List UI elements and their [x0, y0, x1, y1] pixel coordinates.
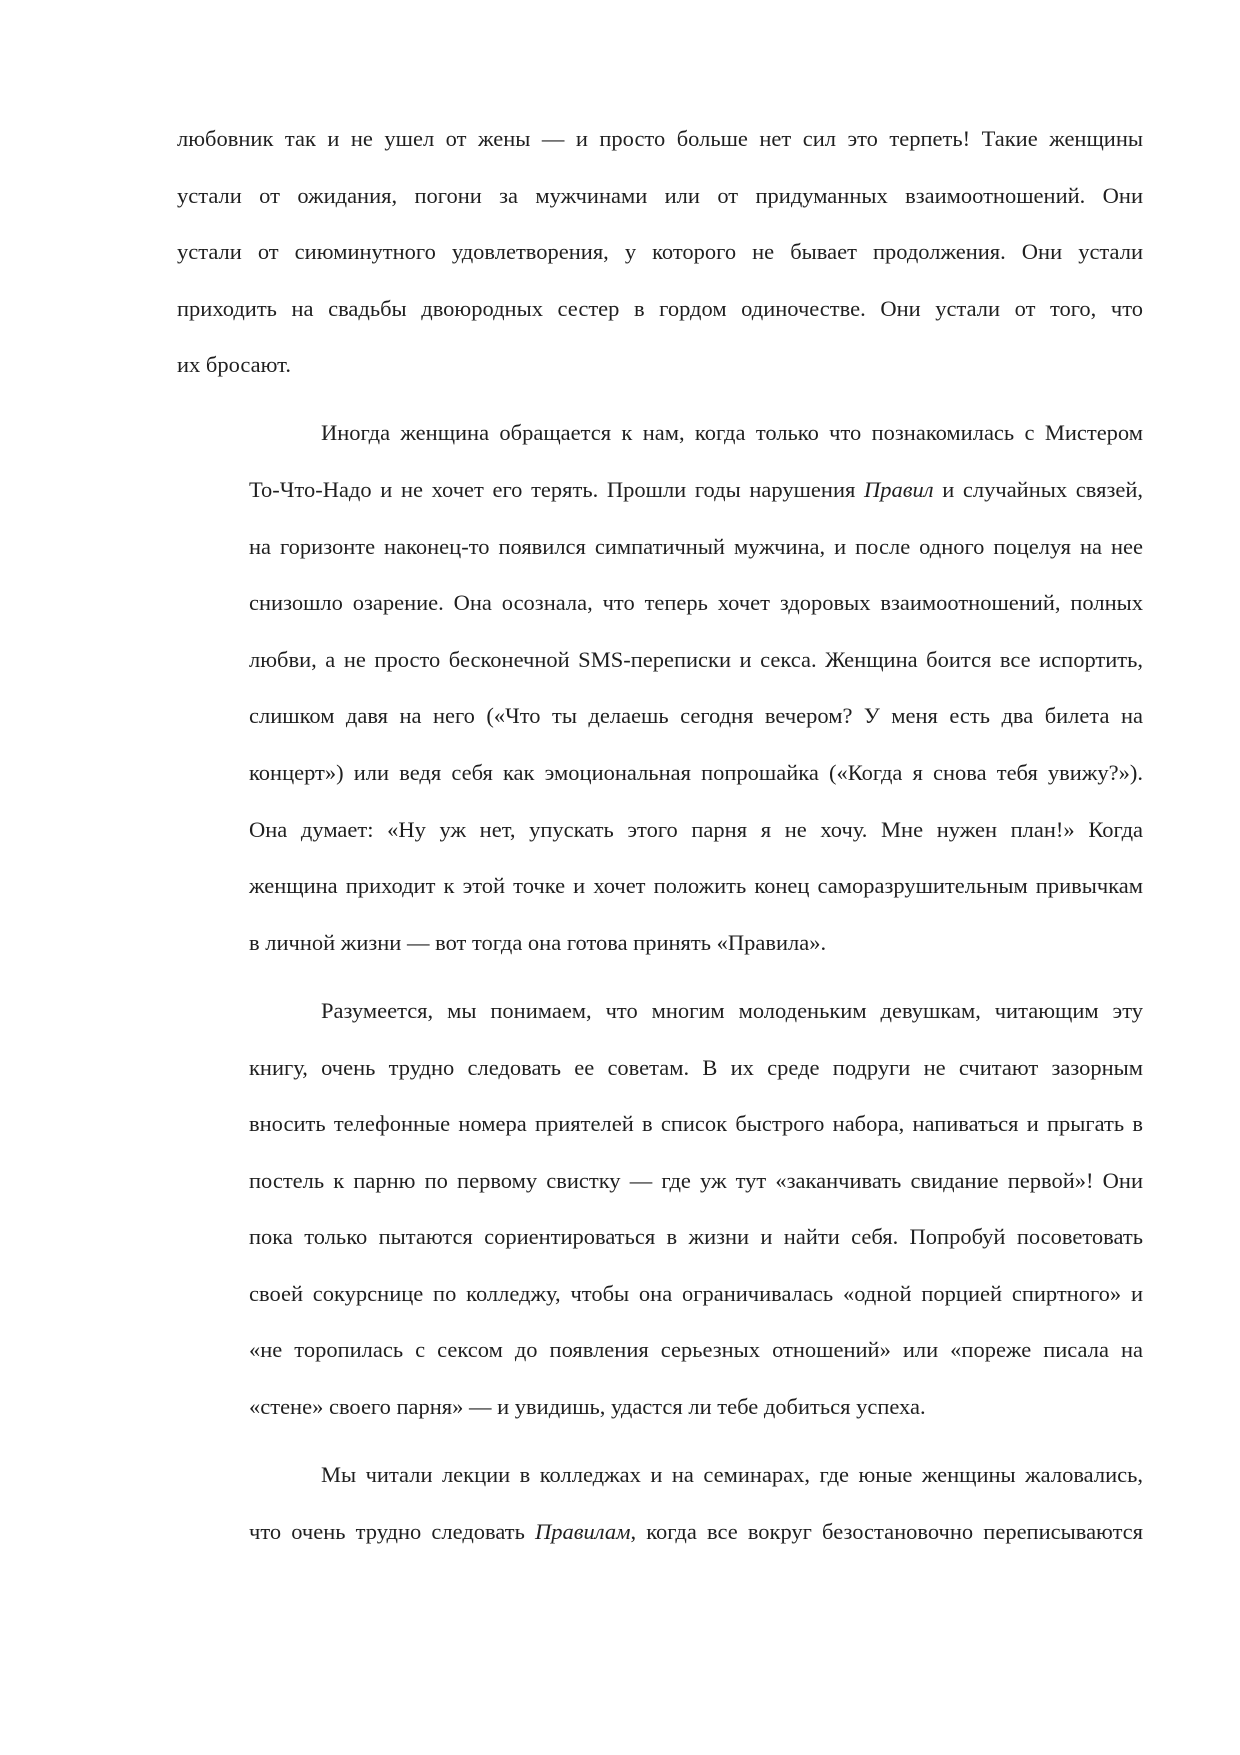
text-segment: любви, а не просто бесконечной SMS-переписки и секса. Женщина боится все испортить, [249, 646, 1143, 672]
paragraph [177, 1447, 1143, 1560]
text-line [177, 915, 1143, 972]
text-line [177, 688, 1143, 745]
text-segment: книгу, очень трудно следовать ее советам. В их среде подруги не считают зазорным [249, 1054, 1143, 1080]
text-segment: То-Что-Надо и не хочет его терять. Прошли годы нарушения [249, 477, 864, 503]
text-line [177, 281, 1143, 338]
text-segment: постель к парню по первому свистку — где уж тут «заканчивать свидание первой»! Они [249, 1167, 1143, 1193]
text-line [177, 632, 1143, 689]
text-segment: вносить телефонные номера приятелей в список быстрого набора, напиваться и прыгать в [249, 1111, 1143, 1137]
text-line [177, 1379, 1143, 1436]
text-line [177, 983, 1143, 1040]
italic-term: Правилам [535, 1518, 631, 1544]
text-segment: , когда все вокруг безостановочно переписываются [630, 1518, 1144, 1544]
text-line [177, 1504, 1143, 1561]
text-segment: снизошло озарение. Она осознала, что теперь хочет здоровых взаимоотношений, полных [249, 590, 1143, 616]
paragraph [177, 983, 1143, 1436]
text-line [177, 1096, 1143, 1153]
text-line [177, 462, 1143, 519]
text-segment: и случайных связей, [933, 477, 1143, 503]
text-line [177, 1153, 1143, 1210]
text-line [177, 224, 1143, 281]
text-line [177, 802, 1143, 859]
text-segment: концерт») или ведя себя как эмоциональная попрошайка («Когда я снова тебя увижу?»). [249, 760, 1143, 786]
text-segment: в личной жизни — вот тогда она готова принять «Правила». [249, 929, 827, 955]
text-line [177, 337, 1143, 394]
text-segment: устали от ожидания, погони за мужчинами или от придуманных взаимоотношений. Они [177, 182, 1143, 208]
text-segment: их бросают. [177, 352, 291, 378]
text-segment: Она думает: «Ну уж нет, упускать этого парня я не хочу. Мне нужен план!» Когда [249, 816, 1143, 842]
text-segment: «не торопилась с сексом до появления серьезных отношений» или «пореже писала на [249, 1337, 1143, 1363]
text-segment: женщина приходит к этой точке и хочет положить конец саморазрушительным привычкам [249, 873, 1143, 899]
text-line [177, 405, 1143, 462]
text-segment: приходить на свадьбы двоюродных сестер в гордом одиночестве. Они устали от того, что [177, 295, 1143, 321]
text-line [177, 111, 1143, 168]
text-line [177, 1266, 1143, 1323]
text-segment: что очень трудно следовать [249, 1518, 535, 1544]
text-line [177, 575, 1143, 632]
text-segment: Разумеется, мы понимаем, что многим молоденьким девушкам, читающим эту [321, 997, 1143, 1023]
text-segment: Мы читали лекции в колледжах и на семинарах, где юные женщины жаловались, [321, 1462, 1143, 1488]
text-segment: на горизонте наконец-то появился симпатичный мужчина, и после одного поцелуя на нее [249, 533, 1143, 559]
text-segment: устали от сиюминутного удовлетворения, у которого не бывает продолжения. Они устали [177, 239, 1143, 265]
italic-term: Правил [863, 477, 934, 503]
text-segment: пока только пытаются сориентироваться в жизни и найти себя. Попробуй посоветовать [249, 1224, 1143, 1250]
paragraph [177, 405, 1143, 971]
body-text [177, 111, 1143, 1560]
text-segment: «стене» своего парня» — и увидишь, удастся ли тебе добиться успеха. [249, 1394, 926, 1420]
text-line [177, 1322, 1143, 1379]
paragraph [177, 111, 1143, 394]
text-segment: любовник так и не ушел от жены — и просто больше нет сил это терпеть! Такие женщины [177, 126, 1143, 151]
text-segment: Иногда женщина обращается к нам, когда только что познакомилась с Мистером [321, 420, 1143, 446]
text-line [177, 519, 1143, 576]
text-line [177, 1209, 1143, 1266]
text-line [177, 1040, 1143, 1097]
text-line [177, 1447, 1143, 1504]
text-line [177, 858, 1143, 915]
text-segment: слишком давя на него («Что ты делаешь сегодня вечером? У меня есть два билета на [249, 703, 1143, 729]
text-segment: своей сокурснице по колледжу, чтобы она ограничивалась «одной порцией спиртного» и [249, 1280, 1143, 1306]
text-line [177, 745, 1143, 802]
text-line [177, 168, 1143, 225]
